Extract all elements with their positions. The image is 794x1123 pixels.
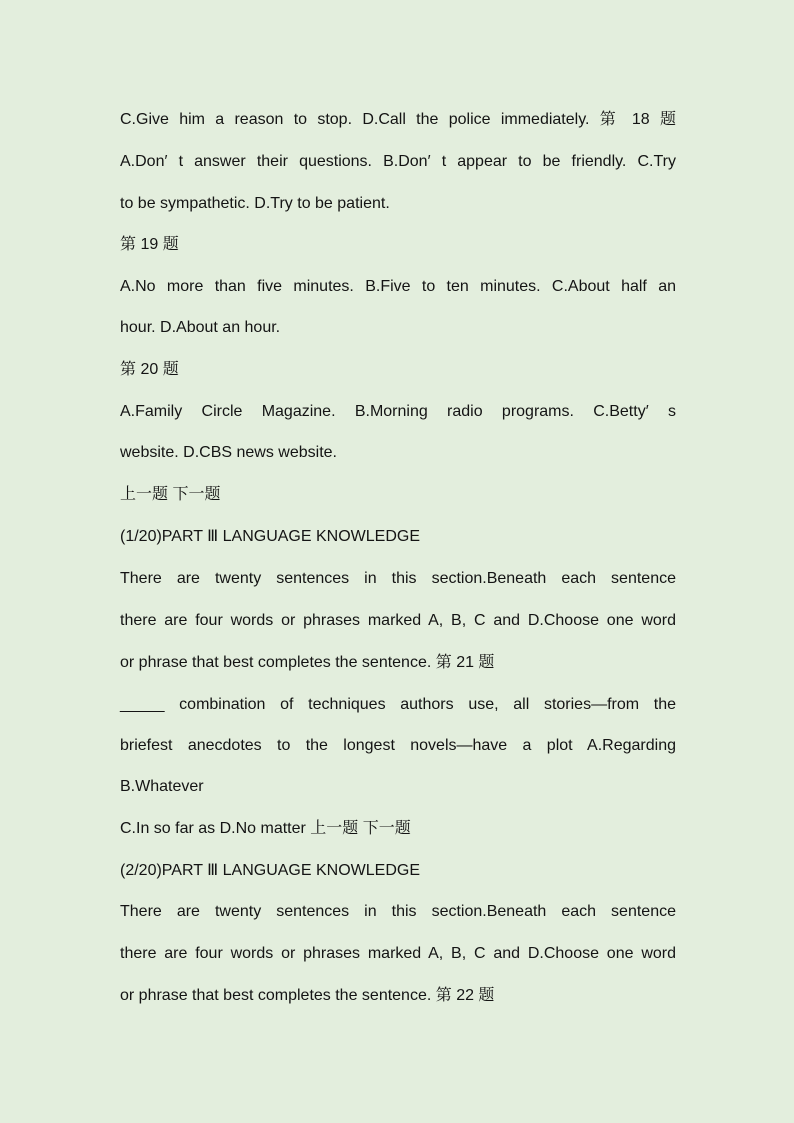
text-line-q17-options-cd: C.Give him a reason to stop. D.Call the police immediately. 第 18 题 — [120, 111, 676, 128]
prev-next-nav[interactable]: 上一题 下一题 — [120, 486, 221, 503]
text-line-q21-options-cd-nav[interactable]: C.In so far as D.No matter 上一题 下一题 — [120, 820, 411, 837]
text-line-q19-heading: 第 19 题 — [120, 236, 179, 253]
text-line-instructions-2b: there are four words or phrases marked A, B, C and D.Choose one word — [120, 945, 676, 962]
text-line-q18-options-abc: A.Don′ t answer their questions. B.Don′ t appear to be friendly. C.Try — [120, 153, 676, 170]
text-line-q18-options-cd: to be sympathetic. D.Try to be patient. — [120, 195, 390, 212]
text-line-instructions-1c: or phrase that best completes the sentence. 第 21 题 — [120, 654, 495, 671]
text-line-instructions-1b: there are four words or phrases marked A, B, C and D.Choose one word — [120, 612, 676, 629]
text-line-instructions-2a: There are twenty sentences in this section.Beneath each sentence — [120, 903, 676, 920]
text-line-q20-options-abc: A.Family Circle Magazine. B.Morning radio programs. C.Betty′ s — [120, 403, 676, 420]
text-line-q19-options-abc: A.No more than five minutes. B.Five to ten minutes. C.About half an — [120, 278, 676, 295]
text-line-q19-options-d: hour. D.About an hour. — [120, 319, 281, 336]
text-line-q21-stem-a: _____ combination of techniques authors use, all stories—from the — [120, 696, 676, 713]
section-heading-2: (2/20)PART Ⅲ LANGUAGE KNOWLEDGE — [120, 862, 420, 879]
text-line-q20-heading: 第 20 题 — [120, 361, 179, 378]
text-line-instructions-1a: There are twenty sentences in this section.Beneath each sentence — [120, 570, 676, 587]
text-line-instructions-2c: or phrase that best completes the sentence. 第 22 题 — [120, 987, 495, 1004]
section-heading-1: (1/20)PART Ⅲ LANGUAGE KNOWLEDGE — [120, 528, 420, 545]
text-line-q21-stem-b: briefest anecdotes to the longest novels—have a plot A.Regarding — [120, 737, 676, 754]
text-line-q20-options-cd: website. D.CBS news website. — [120, 444, 337, 461]
text-line-q21-option-b: B.Whatever — [120, 778, 204, 795]
